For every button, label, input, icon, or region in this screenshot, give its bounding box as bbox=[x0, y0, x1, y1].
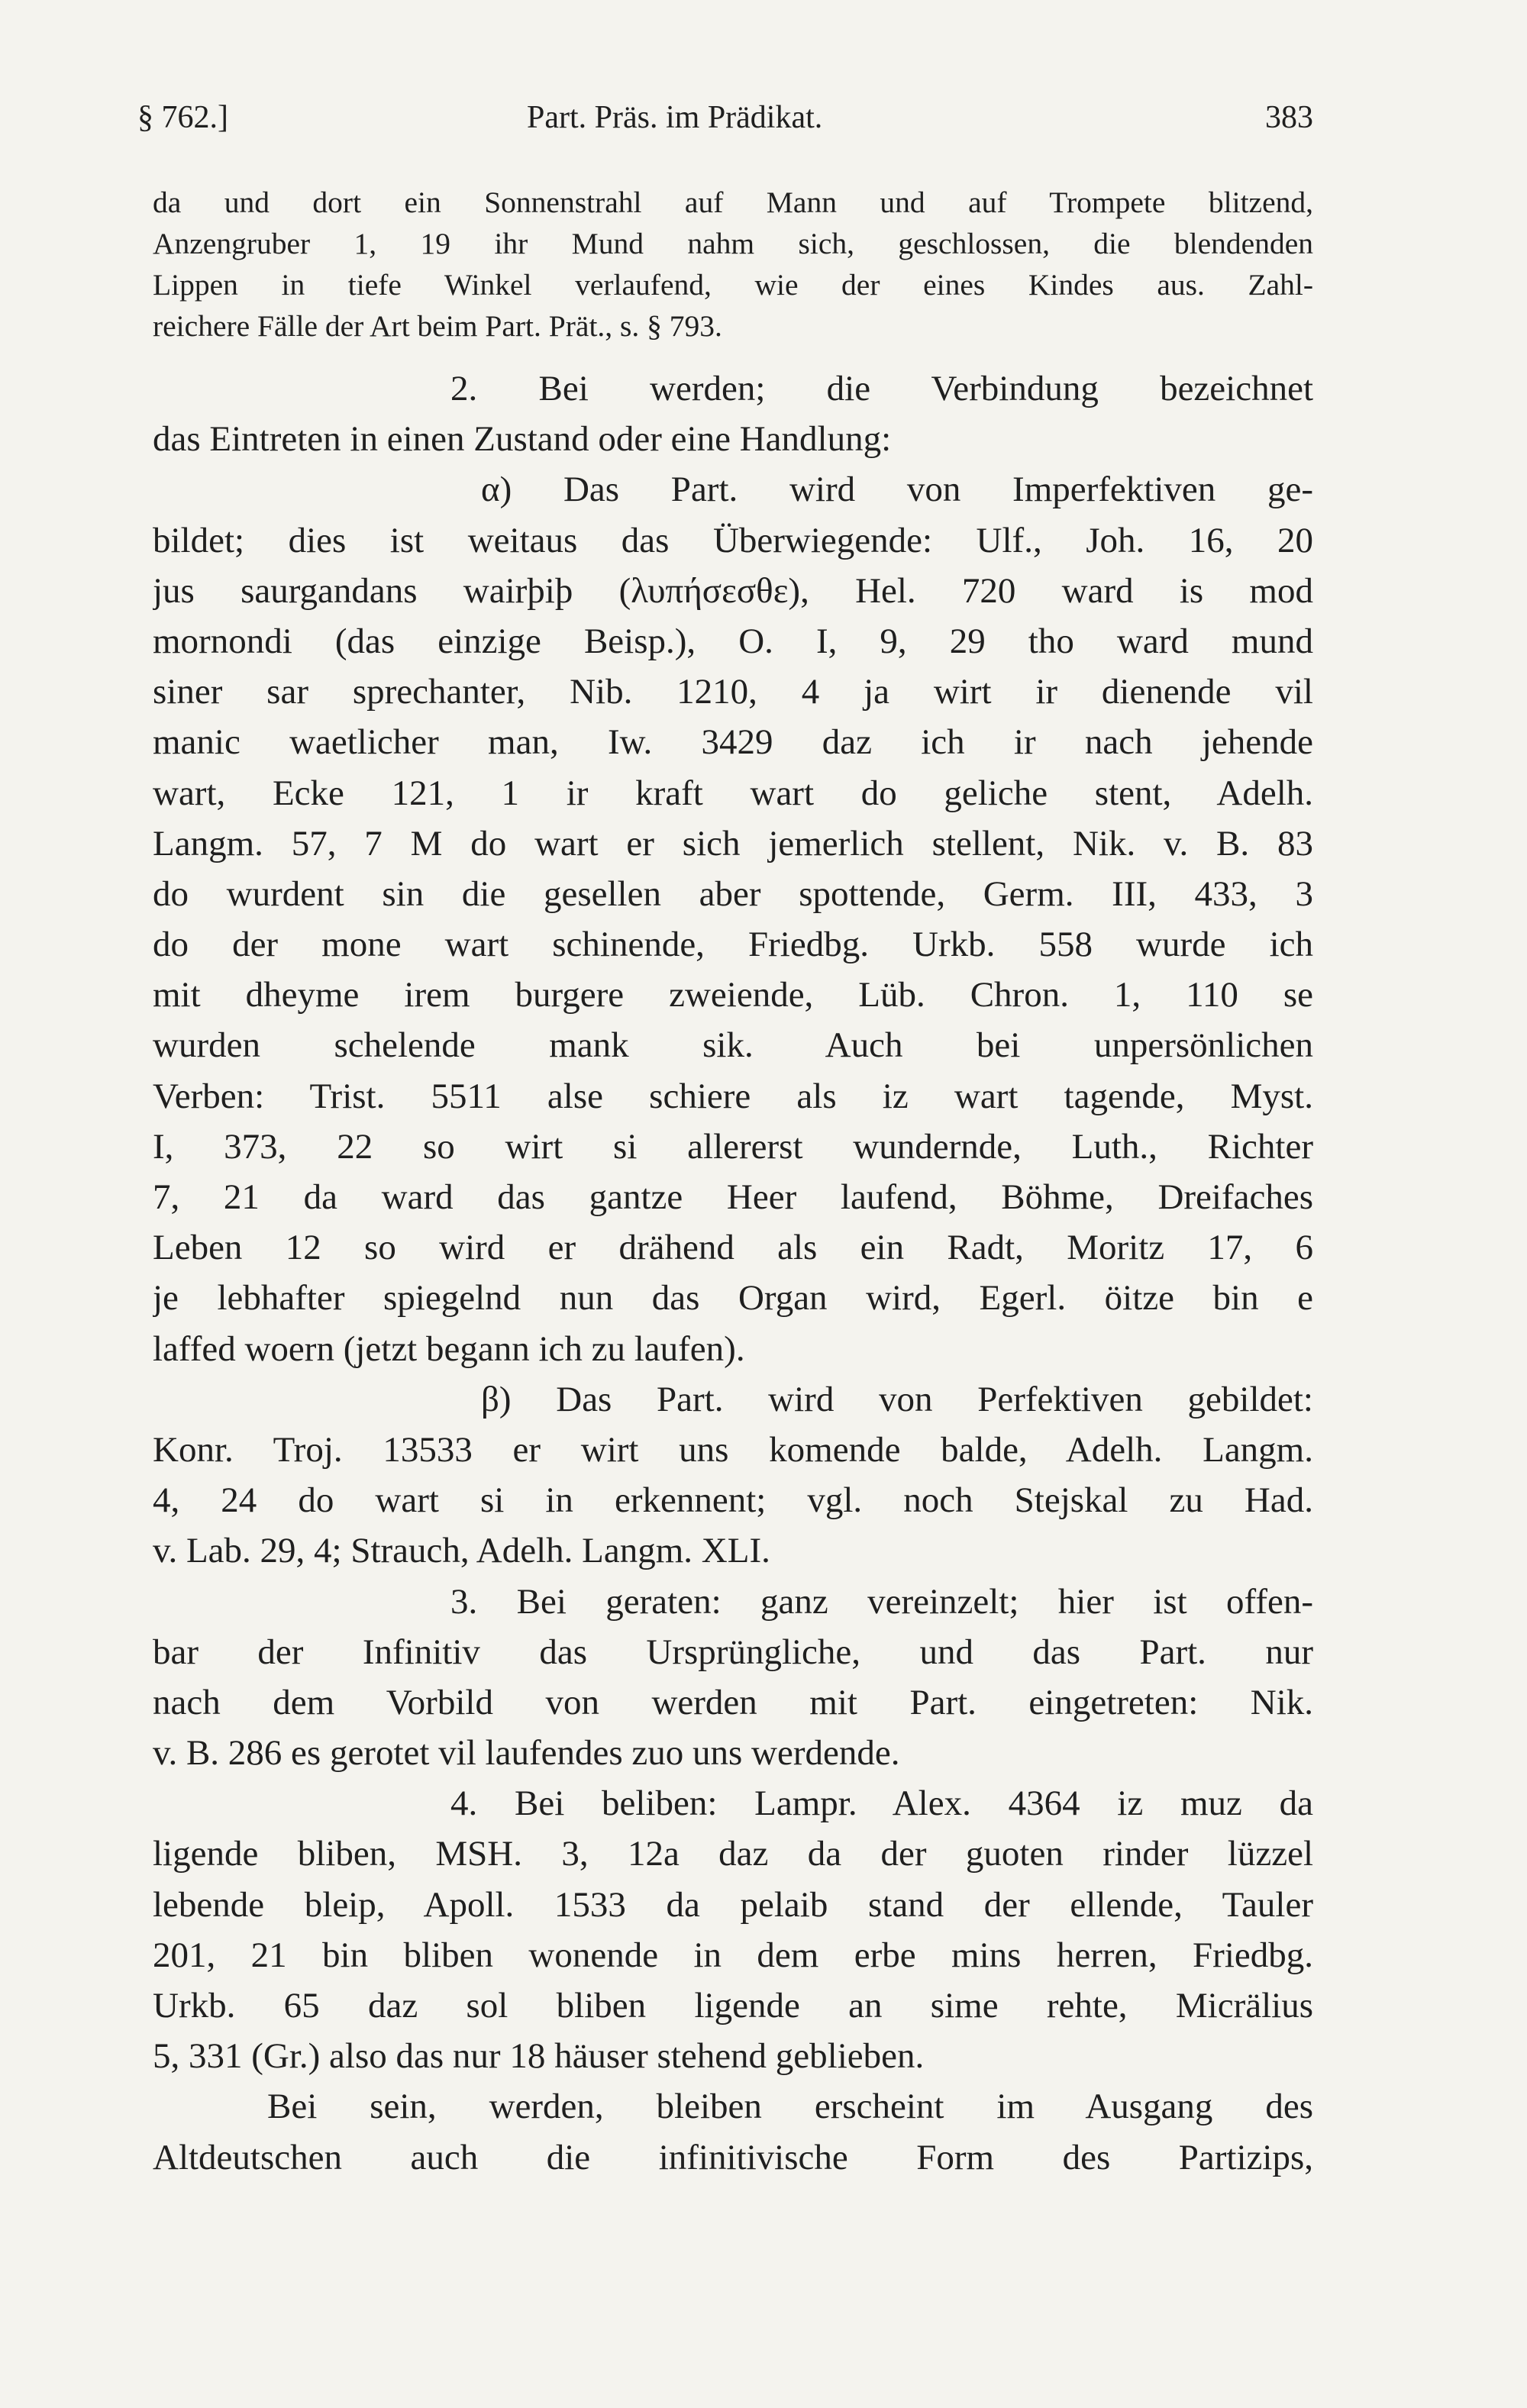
text-line: 4. Bei beliben: Lampr. Alex. 4364 iz muz da bbox=[450, 1783, 1313, 1824]
running-title: Part. Präs. im Prädikat. bbox=[527, 100, 823, 135]
text-line: ligende bliben, MSH. 3, 12a daz da der guoten rinder lüzzel bbox=[153, 1834, 1313, 1874]
text-line: Anzengruber 1, 19 ihr Mund nahm sich, geschlossen, die blendenden bbox=[153, 227, 1313, 260]
text-line: nach dem Vorbild von werden mit Part. eingetreten: Nik. bbox=[153, 1682, 1313, 1722]
paragraph-gap bbox=[153, 347, 1313, 363]
text-line: Altdeutschen auch die infinitivische Form des Partizips, bbox=[153, 2137, 1313, 2177]
text-line: siner sar sprechanter, Nib. 1210, 4 ja wirt ir dienende vil bbox=[153, 672, 1313, 712]
text-line: 5, 331 (Gr.) also das nur 18 häuser stehend geblieben. bbox=[153, 2036, 925, 2077]
text-line: wurden schelende mank sik. Auch bei unpersönlichen bbox=[153, 1025, 1313, 1066]
text-line: manic waetlicher man, Iw. 3429 daz ich ir nach jehende bbox=[153, 722, 1313, 763]
text-line: laffed woern (jetzt begann ich zu laufen). bbox=[153, 1328, 745, 1369]
text-line: Langm. 57, 7 M do wart er sich jemerlich stellent, Nik. v. B. 83 bbox=[153, 823, 1313, 863]
text-line: Konr. Troj. 13533 er wirt uns komende balde, Adelh. Langm. bbox=[153, 1429, 1313, 1470]
text-line: mit dheyme irem burgere zweiende, Lüb. Chron. 1, 110 se bbox=[153, 975, 1313, 1015]
text-line: β) Das Part. wird von Perfektiven gebildet: bbox=[481, 1379, 1313, 1419]
page-number: 383 bbox=[1265, 100, 1313, 135]
text-line: Lippen in tiefe Winkel verlaufend, wie der eines Kindes aus. Zahl- bbox=[153, 268, 1313, 302]
text-line: 4, 24 do wart si in erkennent; vgl. noch Stejskal zu Had. bbox=[153, 1480, 1313, 1521]
text-line: jus saurgandans wairþiþ (λυπήσεσθε), Hel. 720 ward is mod bbox=[153, 570, 1313, 611]
text-line: wart, Ecke 121, 1 ir kraft wart do geliche stent, Adelh. bbox=[153, 773, 1313, 813]
text-line: Bei sein, werden, bleiben erscheint im Ausgang des bbox=[267, 2087, 1313, 2127]
text-line: v. B. 286 es gerotet vil laufendes zuo uns werdende. bbox=[153, 1733, 900, 1774]
text-line: 7, 21 da ward das gantze Heer laufend, Böhme, Dreifaches bbox=[153, 1177, 1313, 1217]
running-header bbox=[137, 99, 1313, 145]
text-line: do der mone wart schinende, Friedbg. Urkb. 558 wurde ich bbox=[153, 925, 1313, 965]
text-line: lebende bleip, Apoll. 1533 da pelaib stand der ellende, Tauler bbox=[153, 1884, 1313, 1925]
text-body bbox=[153, 182, 1313, 2183]
text-line: v. Lab. 29, 4; Strauch, Adelh. Langm. XLI. bbox=[153, 1531, 770, 1571]
text-line: mornondi (das einzige Beisp.), O. I, 9, 29 tho ward mund bbox=[153, 621, 1313, 661]
text-line: 2. Bei werden; die Verbindung bezeichnet bbox=[450, 369, 1313, 408]
text-line: 3. Bei geraten: ganz vereinzelt; hier ist offen- bbox=[450, 1581, 1313, 1622]
text-line: bar der Infinitiv das Ursprüngliche, und das Part. nur bbox=[153, 1632, 1313, 1672]
text-line: reichere Fälle der Art beim Part. Prät., s. § 793. bbox=[153, 309, 722, 343]
text-line: je lebhafter spiegelnd nun das Organ wird, Egerl. öitze bin e bbox=[153, 1278, 1313, 1319]
text-line: do wurdent sin die gesellen aber spottende, Germ. III, 433, 3 bbox=[153, 873, 1313, 914]
text-line: Urkb. 65 daz sol bliben ligende an sime rehte, Micrälius bbox=[153, 1986, 1313, 2025]
text-line: Verben: Trist. 5511 alse schiere als iz wart tagende, Myst. bbox=[153, 1076, 1313, 1116]
text-line: da und dort ein Sonnenstrahl auf Mann und auf Trompete blitzend, bbox=[153, 186, 1313, 219]
text-line: Leben 12 so wird er drähend als ein Radt, Moritz 17, 6 bbox=[153, 1228, 1313, 1268]
text-line: 201, 21 bin bliben wonende in dem erbe mins herren, Friedbg. bbox=[153, 1935, 1313, 1975]
section-number: § 762.] bbox=[137, 100, 228, 135]
text-line: bildet; dies ist weitaus das Überwiegende: Ulf., Joh. 16, 20 bbox=[153, 520, 1313, 560]
text-line: I, 373, 22 so wirt si allererst wundernde, Luth., Richter bbox=[153, 1126, 1313, 1167]
text-line: α) Das Part. wird von Imperfektiven ge- bbox=[481, 470, 1313, 510]
text-line: das Eintreten in einen Zustand oder eine Handlung: bbox=[153, 419, 892, 460]
